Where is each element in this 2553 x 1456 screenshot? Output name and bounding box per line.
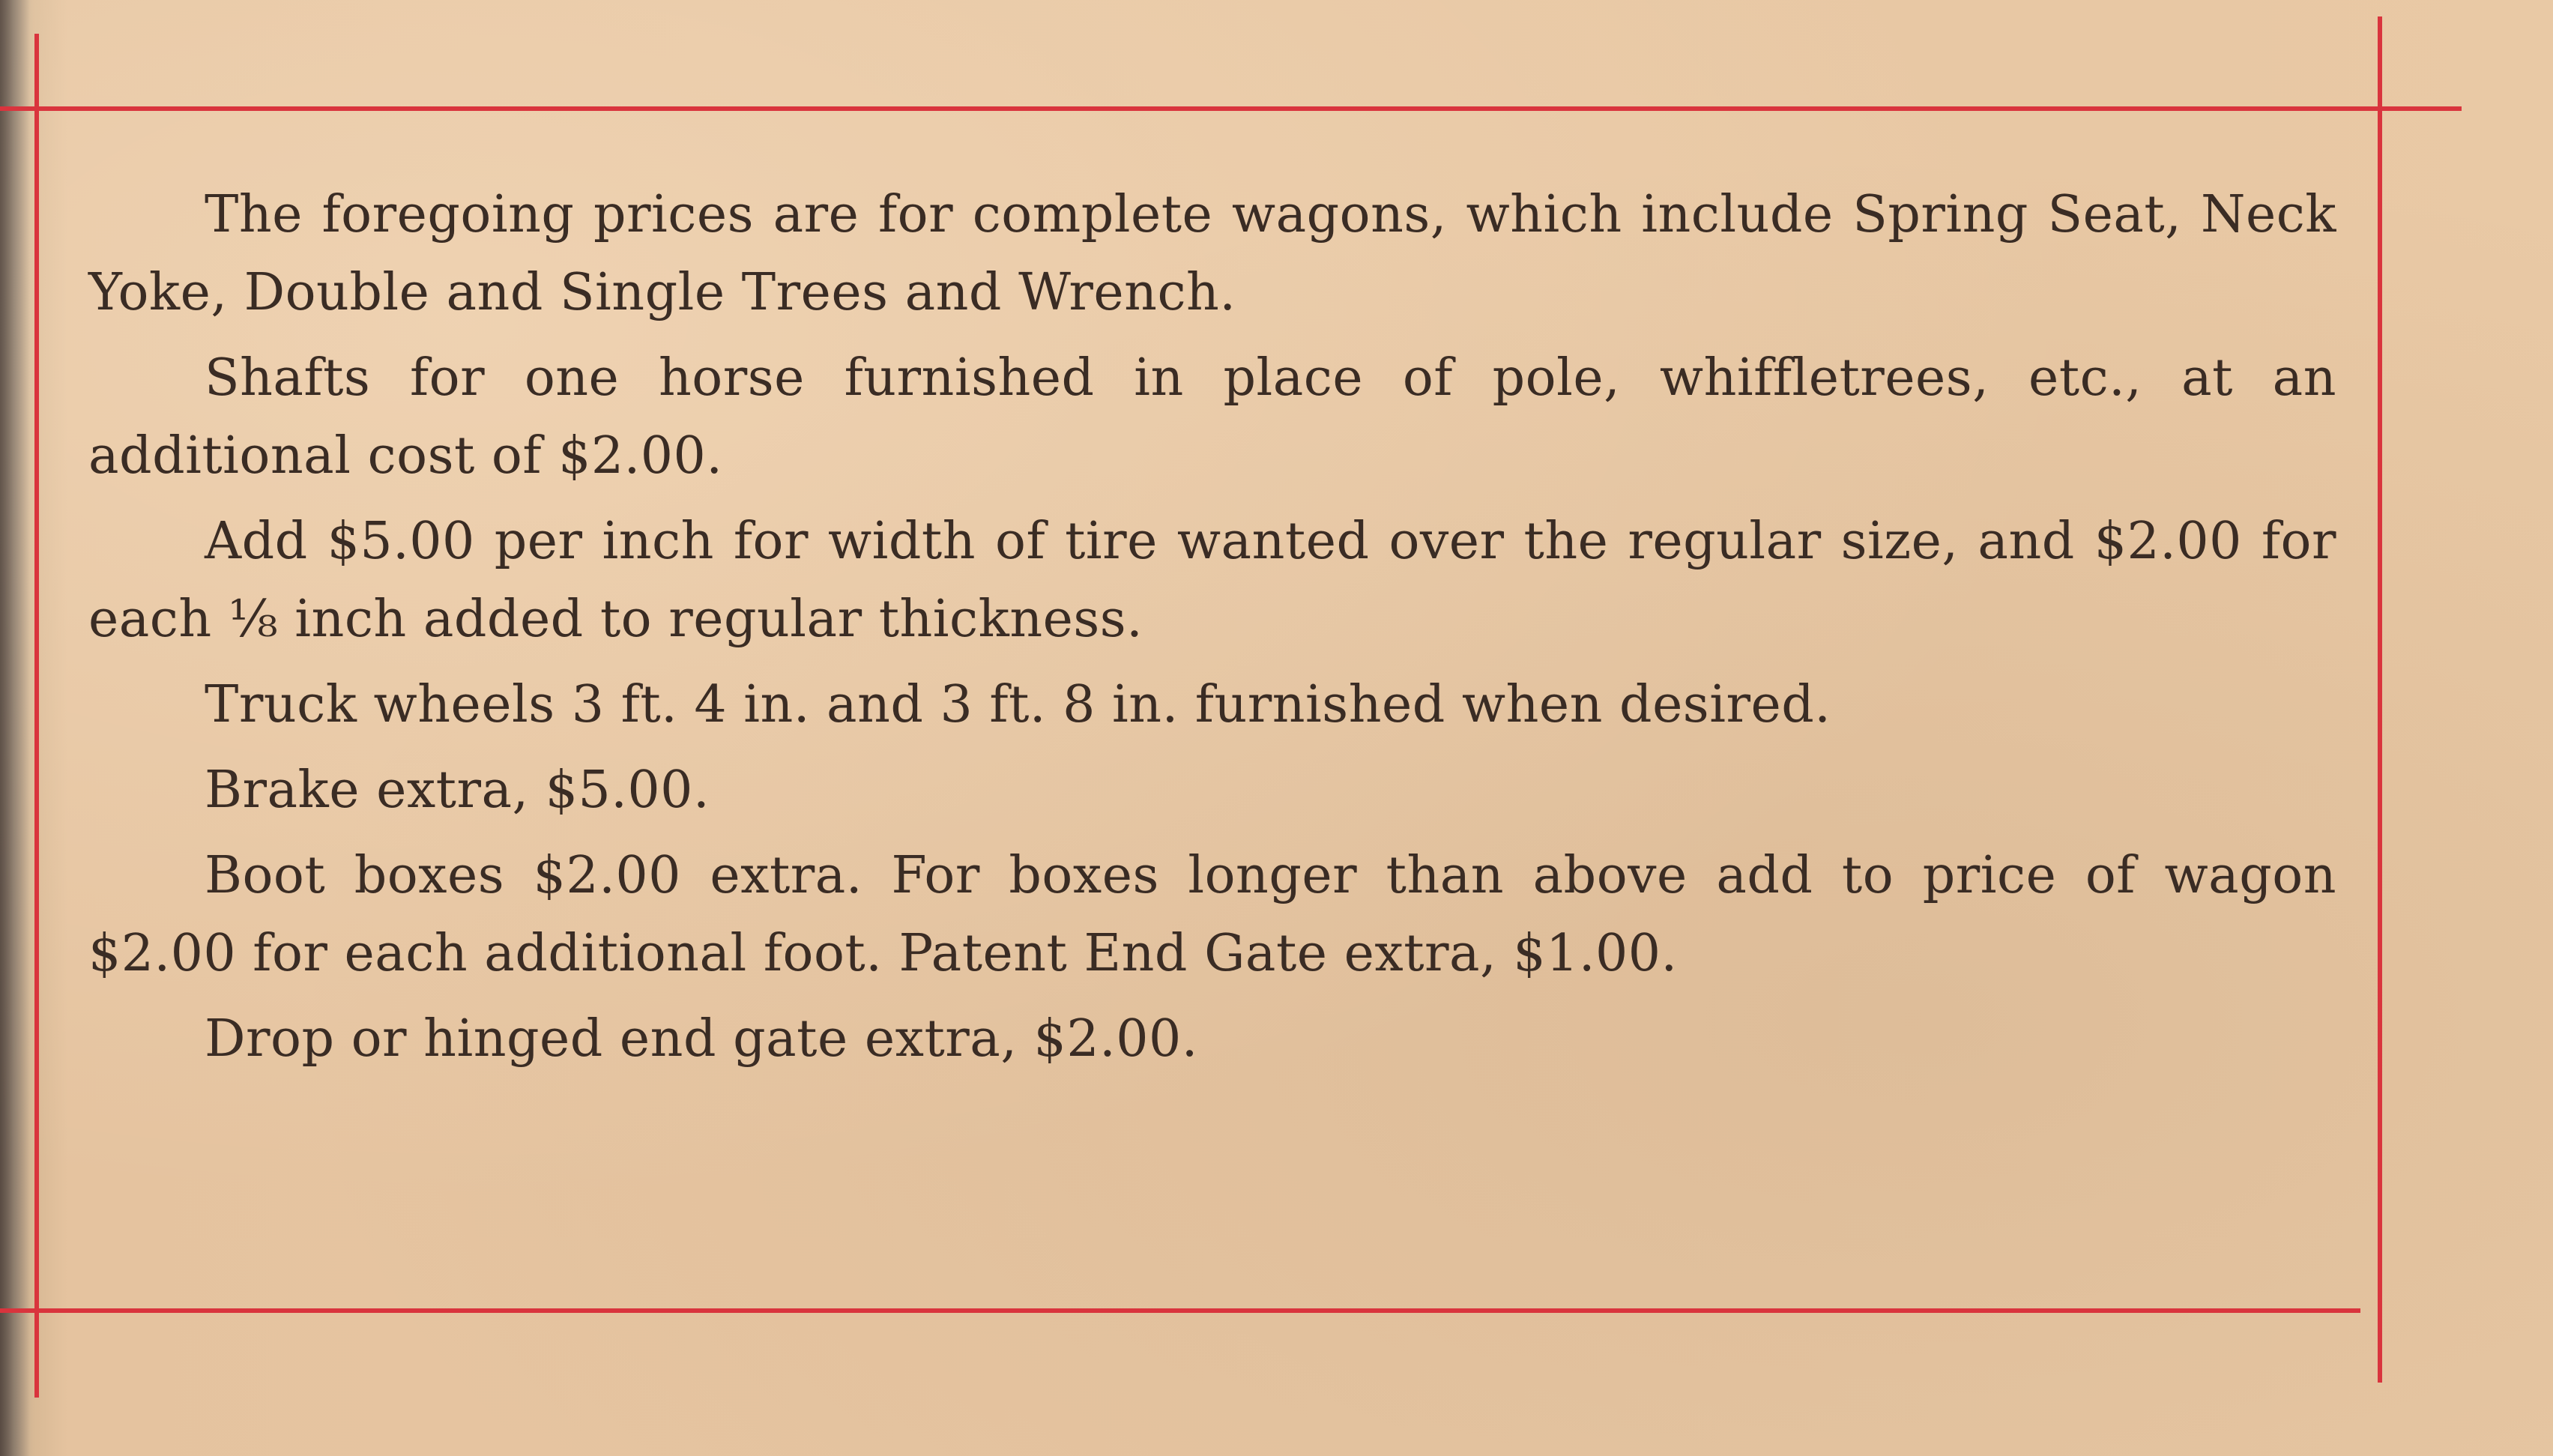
- spine-shadow: [0, 0, 30, 1456]
- border-rule-bottom: [0, 1308, 2360, 1313]
- border-rule-right: [2378, 16, 2382, 1383]
- paragraph-brake: Brake extra, $5.00.: [205, 761, 710, 820]
- paragraph-end-gate: Drop or hinged end gate extra, $2.00.: [205, 1009, 1198, 1069]
- paragraph-tire-width: Add $5.00 per inch for width of tire wanted over the regular size, and $2.00 for each ⅛ inch added to regular thickness.: [88, 512, 2336, 649]
- paragraph-shafts: Shafts for one horse furnished in place of pole, whiffletrees, etc., at an additional cost of $2.00.: [88, 348, 2336, 486]
- paragraph-truck-wheels: Truck wheels 3 ft. 4 in. and 3 ft. 8 in. furnished when desired.: [205, 675, 1831, 734]
- border-rule-top: [0, 106, 2462, 111]
- paragraph-complete-wagons: The foregoing prices are for complete wagons, which include Spring Seat, Neck Yoke, Double and Single Trees and Wrench.: [88, 185, 2336, 322]
- paragraph-boot-boxes: Boot boxes $2.00 extra. For boxes longer than above add to price of wagon $2.00 for each additional foot. Patent End Gate extra, $1.00.: [88, 846, 2336, 983]
- border-rule-left: [34, 34, 39, 1398]
- price-notes: [88, 176, 2336, 1086]
